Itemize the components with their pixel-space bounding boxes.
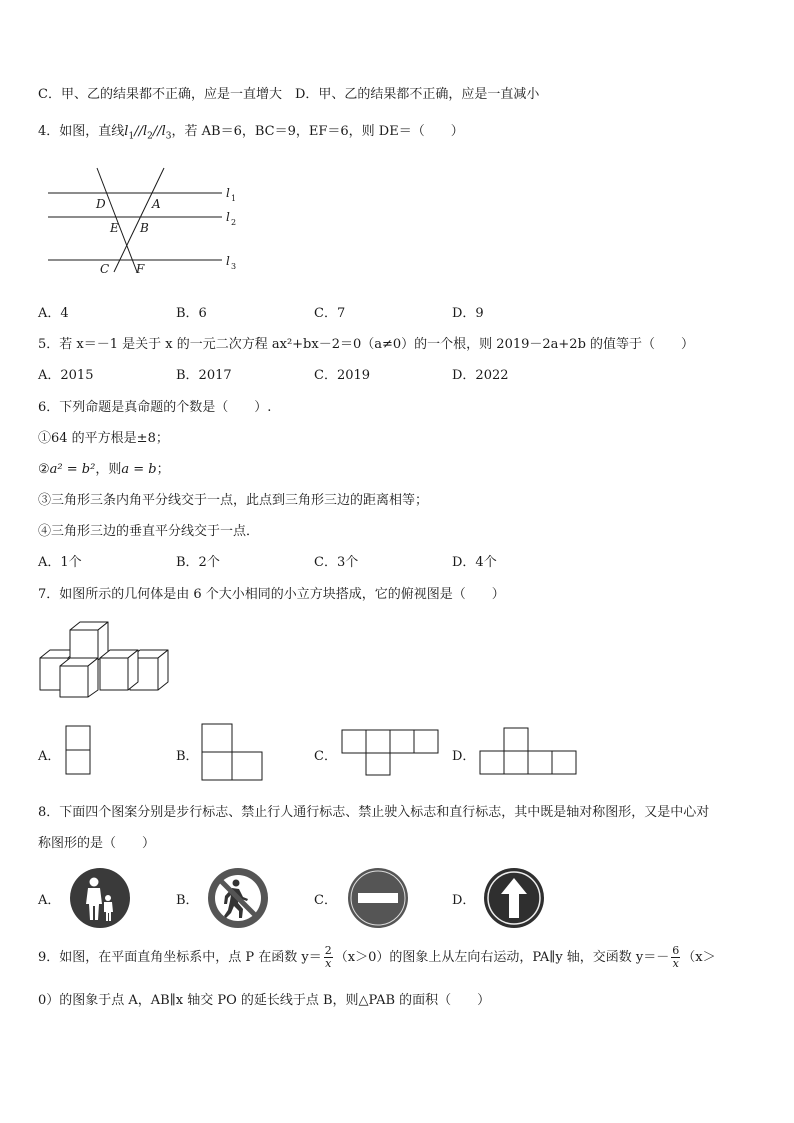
q5-option-a: A．2015 (38, 368, 94, 383)
q8-option-c: C． (314, 893, 337, 908)
q4-l3-sub: 3 (165, 131, 172, 142)
label-l3: l (226, 254, 230, 268)
q4-parallel-1: // (134, 124, 143, 139)
q6-s2-then: ，则 (95, 462, 122, 477)
q4-stem-text: 4．如图，直线 (38, 124, 125, 139)
q4-l2: l (142, 124, 148, 139)
q7-option-c: C． (314, 749, 337, 764)
label-F: F (136, 262, 145, 276)
label-l2: l (226, 210, 230, 224)
q5-option-c: C．2019 (314, 368, 371, 383)
transversal-ABC (114, 168, 164, 272)
q9-f2-num: 6 (672, 944, 680, 957)
q6-statement-4: ④三角形三边的垂直平分线交于一点． (38, 524, 260, 539)
q6-option-c: C．3个 (314, 555, 359, 570)
q4-l1-sub: 1 (128, 131, 135, 142)
q9-text-b: （x＞0）的图象上从左向右运动，PA∥y 轴，交函数 y＝－ (334, 950, 670, 965)
q6-s2-end: ； (156, 462, 170, 477)
straight-ahead-sign-icon (482, 866, 546, 930)
q6-option-d: D．4个 (452, 555, 497, 570)
q9-f1-num: 2 (324, 944, 332, 957)
q7-view-a (62, 724, 92, 776)
label-C: C (100, 262, 110, 276)
q4-parallel-lines-figure (40, 160, 250, 280)
q9-f1-den: x (325, 957, 332, 970)
q5-stem: 5．若 x＝－1 是关于 x 的一元二次方程 ax²+bx－2＝0（a≠0）的一个根，则 2019－2a+2b 的值等于（ ） (38, 337, 695, 352)
q4-option-a: A．4 (38, 306, 69, 321)
q9-fraction-6-over-x (671, 945, 680, 970)
label-E: E (110, 221, 119, 235)
q7-view-b (200, 722, 264, 782)
label-l3-sub: 3 (231, 262, 237, 271)
label-A: A (152, 197, 161, 211)
q9-f2-den: x (672, 957, 679, 970)
label-B: B (140, 221, 149, 235)
q5-option-b: B．2017 (176, 368, 232, 383)
q9-fraction-2-over-x (324, 945, 333, 970)
q4-l1: l (124, 124, 129, 139)
q6-option-b: B．2个 (176, 555, 220, 570)
q5-option-d: D．2022 (452, 368, 509, 383)
label-D: D (96, 197, 106, 211)
q4-option-b: B．6 (176, 306, 207, 321)
q4-l3: l (161, 124, 166, 139)
q9-stem-line-2: 0）的图象于点 A，AB∥x 轴交 PO 的延长线于点 B，则△PAB 的面积（ ） (38, 993, 491, 1008)
q6-statement-2 (38, 458, 170, 477)
q7-option-a: A． (38, 749, 61, 764)
q8-stem-line-1: 8．下面四个图案分别是步行标志、禁止行人通行标志、禁止驶入标志和直行标志，其中既是轴对称图形，又是中心对 (38, 805, 710, 820)
q7-cube-solid-figure (38, 618, 173, 700)
q6-stem: 6．下列命题是真命题的个数是（ ）. (38, 400, 272, 415)
q6-s2-expr2: a = b (121, 462, 157, 477)
q8-stem-line-2: 称图形的是（ ） (38, 836, 156, 851)
label-l2-sub: 2 (231, 218, 237, 227)
q6-statement-3: ③三角形三条内角平分线交于一点，此点到三角形三边的距离相等； (38, 493, 429, 508)
no-entry-sign-icon (346, 866, 410, 930)
q9-text-c: （x＞ (682, 950, 716, 965)
q9-text-a: 9．如图，在平面直角坐标系中，点 P 在函数 y＝ (38, 950, 322, 965)
transversal-DEF (97, 168, 137, 272)
q6-s2-prefix: ② (38, 462, 50, 477)
q6-statement-1: ①64 的平方根是±8； (38, 431, 169, 446)
q6-s2-expr: a² = b² (49, 462, 96, 477)
q6-option-a: A．1个 (38, 555, 82, 570)
q9-stem-line-1 (38, 945, 716, 971)
q4-stem-text-2: ，若 AB＝6，BC＝9，EF＝6，则 DE＝（ ） (171, 124, 464, 139)
label-l1: l (226, 186, 230, 200)
q3-option-line: C．甲、乙的结果都不正确，应是一直增大 D．甲、乙的结果都不正确，应是一直减小 (38, 87, 540, 102)
q7-view-d (478, 726, 578, 776)
q8-option-b: B． (176, 893, 199, 908)
q8-option-a: A． (38, 893, 61, 908)
q7-view-c (340, 728, 440, 776)
q4-l2-sub: 2 (147, 131, 153, 142)
q4-parallel-2: // (152, 124, 162, 139)
label-l1-sub: 1 (231, 194, 237, 203)
no-pedestrian-sign-icon (206, 866, 270, 930)
q7-stem: 7．如图所示的几何体是由 6 个大小相同的小立方块搭成，它的俯视图是（ ） (38, 587, 505, 602)
q4-option-c: C．7 (314, 306, 346, 321)
q7-option-b: B． (176, 749, 199, 764)
q7-option-d: D． (452, 749, 476, 764)
q8-option-d: D． (452, 893, 476, 908)
walking-sign-icon (68, 866, 132, 930)
q4-stem (38, 120, 464, 142)
q4-option-d: D．9 (452, 306, 484, 321)
